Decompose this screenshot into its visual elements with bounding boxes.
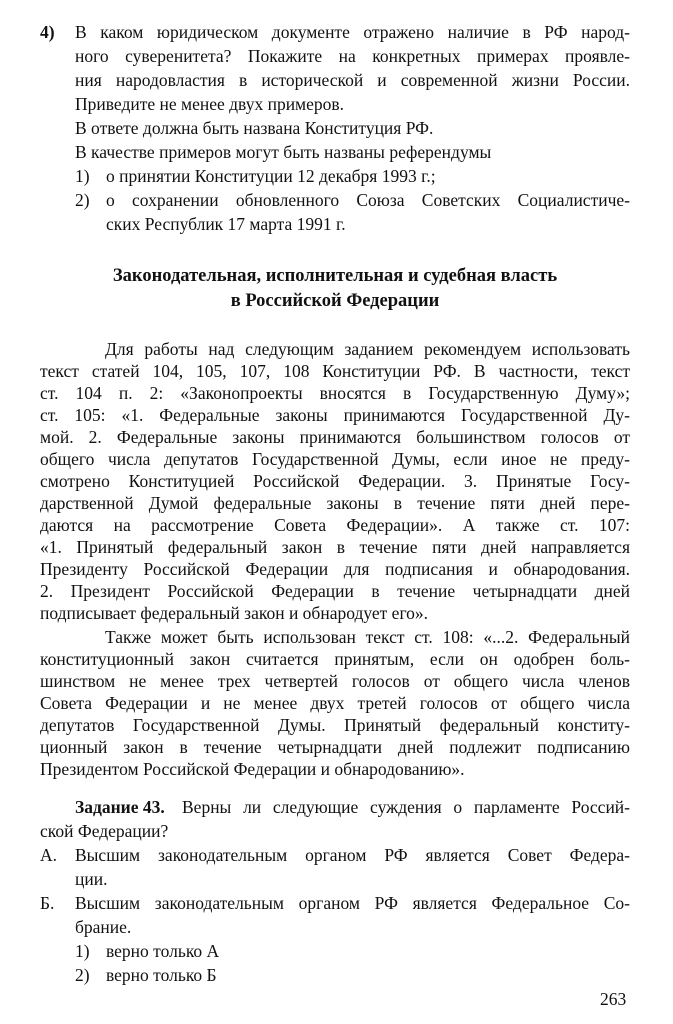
question-line: В каком юридическом документе отражено наличие в РФ народ- bbox=[75, 22, 630, 42]
answer-option: верно только А bbox=[106, 941, 220, 961]
paragraph-line: «1. Принятый федеральный закон в течение пяти дней направляется bbox=[40, 537, 630, 557]
option-number: 1) bbox=[75, 941, 90, 961]
statement: ции. bbox=[75, 869, 108, 889]
task-number: 4) bbox=[40, 22, 55, 42]
section-heading: в Российской Федерации bbox=[230, 291, 440, 311]
paragraph-line: Президенту Российской Федерации для подписания и обнародования. bbox=[40, 559, 630, 579]
paragraph-line: мой. 2. Федеральные законы принимаются большинством голосов от bbox=[40, 427, 630, 447]
paragraph-line: текст статей 104, 105, 107, 108 Конституции РФ. В частности, текст bbox=[40, 361, 630, 381]
question-line: Приведите не менее двух примеров. bbox=[75, 94, 345, 114]
list-item: о принятии Конституции 12 декабря 1993 г.; bbox=[106, 166, 436, 186]
question-line: ного суверенитета? Покажите на конкретных примерах проявле- bbox=[75, 46, 630, 66]
paragraph-line: смотрено Конституцией Российской Федерации. 3. Принятые Госу- bbox=[40, 471, 630, 491]
list-item: ских Республик 17 марта 1991 г. bbox=[106, 214, 346, 234]
paragraph-line: ционный закон в течение четырнадцати дней подлежит подписанию bbox=[40, 737, 630, 757]
task-question: ской Федерации? bbox=[40, 821, 169, 841]
list-item: о сохранении обновленного Союза Советских Социалистиче- bbox=[106, 190, 630, 210]
answer-line: В качестве примеров могут быть названы референдумы bbox=[75, 142, 492, 162]
option-number: 2) bbox=[75, 965, 90, 985]
paragraph-line: подписывает федеральный закон и обнародует его». bbox=[40, 603, 429, 623]
statement-letter: Б. bbox=[40, 893, 55, 913]
task-label: Задание 43. bbox=[75, 797, 165, 817]
question-line: ния народовластия в исторической и современной жизни России. bbox=[75, 70, 630, 90]
paragraph-line: шинством не менее трех четвертей голосов от общего числа членов bbox=[40, 671, 630, 691]
paragraph-line: общего числа депутатов Государственной Думы, если иное не преду- bbox=[40, 449, 630, 469]
statement: Высшим законодательным органом РФ является Совет Федера- bbox=[75, 845, 630, 865]
paragraph-line: 2. Президент Российской Федерации в течение четырнадцати дней bbox=[40, 581, 630, 601]
list-number: 2) bbox=[75, 190, 90, 210]
statement: брание. bbox=[75, 917, 132, 937]
paragraph-line: Для работы над следующим заданием рекомендуем использовать bbox=[105, 339, 630, 359]
list-number: 1) bbox=[75, 166, 90, 186]
paragraph-line: ст. 105: «1. Федеральные законы принимаются Государственной Ду- bbox=[40, 405, 630, 425]
section-heading: Законодательная, исполнительная и судебная власть bbox=[112, 266, 558, 286]
paragraph-line: Совета Федерации и не менее двух третей голосов от общего числа bbox=[40, 693, 630, 713]
statement-letter: А. bbox=[40, 845, 58, 865]
paragraph-line: дарственной Думой федеральные законы в течение пяти дней пере- bbox=[40, 493, 630, 513]
page-number: 263 bbox=[600, 989, 627, 1009]
paragraph-line: даются на рассмотрение Совета Федерации». А также ст. 107: bbox=[40, 515, 630, 535]
answer-line: В ответе должна быть названа Конституция РФ. bbox=[75, 118, 434, 138]
paragraph-line: ст. 104 п. 2: «Законопроекты вносятся в Государственную Думу»; bbox=[40, 383, 630, 403]
paragraph-line: Президентом Российской Федерации и обнародованию». bbox=[40, 759, 465, 779]
paragraph-line: Также может быть использован текст ст. 108: «...2. Федеральный bbox=[105, 627, 630, 647]
task-question: Верны ли следующие суждения о парламенте Россий- bbox=[182, 797, 630, 817]
paragraph-line: депутатов Государственной Думы. Принятый федеральный конститу- bbox=[40, 715, 630, 735]
answer-option: верно только Б bbox=[106, 965, 217, 985]
paragraph-line: конституционный закон считается принятым, если он одобрен боль- bbox=[40, 649, 630, 669]
statement: Высшим законодательным органом РФ является Федеральное Со- bbox=[75, 893, 630, 913]
